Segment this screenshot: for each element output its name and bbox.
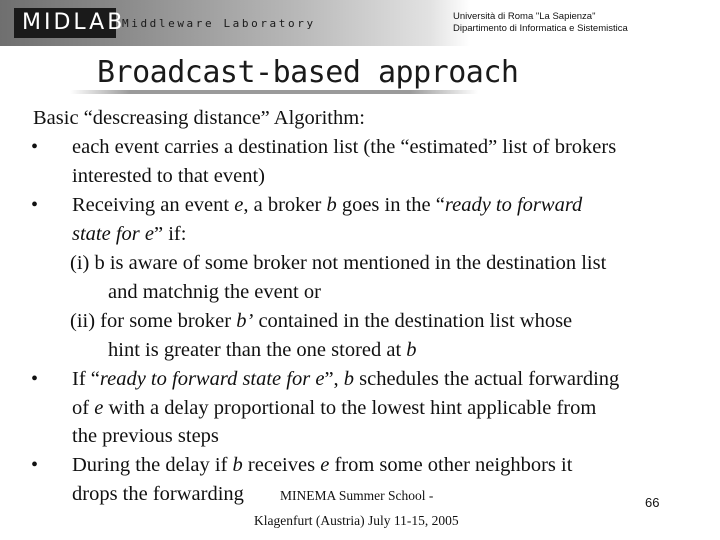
bullet-3-line-1: If “ready to forward state for e”, b schedules the actual forwarding: [72, 368, 620, 390]
footer-conference-line-1: MINEMA Summer School -: [280, 488, 434, 503]
page-number: 66: [645, 495, 660, 510]
bullet-3: •: [31, 368, 39, 390]
bullet-2-line-2: state for e” if:: [72, 223, 187, 245]
sub-item-2-line-2: hint is greater than the one stored at b: [108, 339, 417, 361]
logo-text: MIDLAB: [22, 10, 126, 35]
department-name: Dipartimento di Informatica e Sistemistica: [453, 23, 628, 34]
bullet-3-line-3: the previous steps: [72, 425, 219, 447]
sub-item-1-line-1: (i) b is aware of some broker not mentioned in the destination list: [70, 252, 607, 274]
university-block: [453, 11, 628, 35]
bullet-2-line-1: Receiving an event e, a broker b goes in the “ready to forward: [72, 194, 583, 216]
slide-title: Broadcast-based approach: [97, 55, 519, 90]
bullet-1-line-2: interested to that event): [72, 165, 265, 187]
logo-subtitle: Middleware Laboratory: [122, 17, 316, 30]
bullet-2: •: [31, 194, 39, 216]
bullet-1: •: [31, 136, 39, 158]
bullet-4-line-1: During the delay if b receives e from some other neighbors it: [72, 454, 573, 476]
sub-item-1-line-2: and matchnig the event or: [108, 281, 321, 303]
header-band: [0, 0, 720, 46]
bullet-4-line-2: drops the forwarding: [72, 483, 244, 505]
title-underline: [70, 90, 478, 94]
bullet-4: •: [31, 454, 39, 476]
bullet-3-line-2: of e with a delay proportional to the lowest hint applicable from: [72, 397, 597, 419]
footer-conference-line-2: Klagenfurt (Austria) July 11-15, 2005: [254, 513, 459, 528]
university-name: Università di Roma "La Sapienza": [453, 11, 596, 22]
bullet-1-line-1: each event carries a destination list (the “estimated” list of brokers: [72, 136, 617, 158]
intro-line: Basic “descreasing distance” Algorithm:: [33, 107, 365, 129]
sub-item-2-line-1: (ii) for some broker b’ contained in the destination list whose: [70, 310, 573, 332]
